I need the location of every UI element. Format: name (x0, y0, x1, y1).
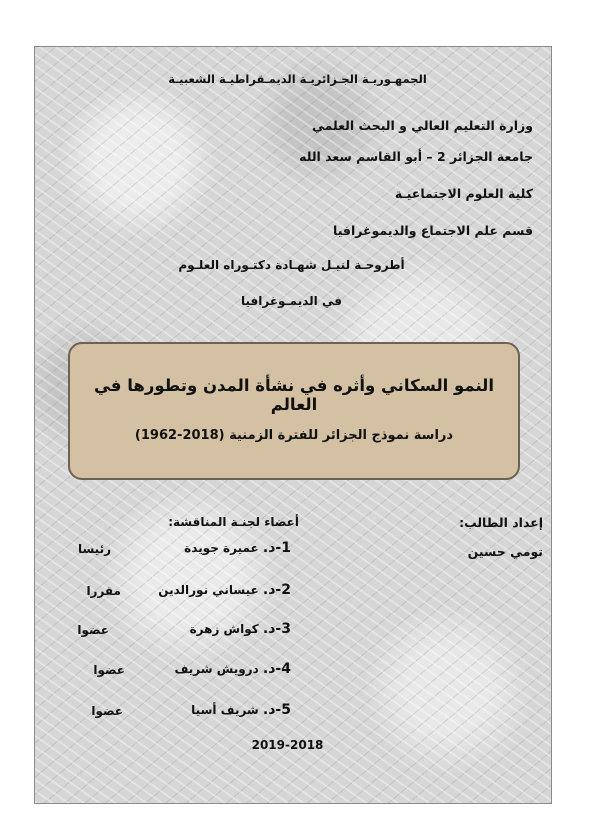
faculty-line: كلية العلوم الاجتماعيـة (394, 186, 533, 201)
thesis-title-box (68, 342, 520, 480)
committee-member-3 (190, 621, 291, 637)
member-prefix: 4-د. (262, 661, 291, 677)
member-role: عضوا (91, 704, 123, 718)
member-prefix: 3-د. (262, 621, 291, 637)
thesis-specialty-line: في الديمـوغرافيا (241, 294, 342, 308)
member-name: شريف أسيا (191, 703, 259, 717)
committee-member-1 (184, 540, 291, 556)
department-line: قسم علم الاجتماع والديموغرافيا (333, 223, 533, 238)
member-role: مقررا (86, 584, 121, 598)
member-prefix: 1-د. (262, 540, 291, 556)
member-name: درويش شريف (174, 662, 259, 676)
thesis-degree-line: أطروحـة لنيـل شهـادة دكتـوراه العلـوم (178, 258, 405, 272)
member-prefix: 2-د. (262, 582, 291, 598)
republic-header: الجمهـوريـة الجـزائريـة الديمـقراطيـة الشعبيـة (168, 72, 427, 86)
committee-member-4 (175, 661, 292, 677)
committee-member-2 (158, 582, 291, 598)
student-name: تومي حسين (467, 544, 543, 559)
member-role: عضوا (93, 663, 125, 677)
member-role: رئيسا (77, 542, 111, 556)
committee-label: أعضاء لجنـة المناقشة: (168, 515, 299, 529)
prepared-by-label: إعداد الطالب: (459, 515, 543, 530)
member-name: كواش زهرة (189, 622, 259, 636)
committee-member-5 (191, 702, 291, 718)
member-name: عيساني نورالدين (158, 583, 259, 597)
thesis-subtitle: دراسة نموذج الجزائر للفترة الزمنية (2018-1962) (134, 428, 454, 443)
member-prefix: 5-د. (262, 702, 291, 718)
member-name: عميرة جويدة (184, 541, 259, 555)
university-line: جامعة الجزائر 2 – أبو القاسم سعد الله (299, 149, 533, 164)
thesis-title: النمو السكاني وأثره في نشأة المدن وتطورها في العالم (93, 376, 495, 414)
academic-year: 2019-2018 (251, 738, 324, 752)
member-role: عضوا (77, 623, 109, 637)
ministry-line: وزارة التعليم العالي و البحث العلمي (311, 118, 533, 133)
